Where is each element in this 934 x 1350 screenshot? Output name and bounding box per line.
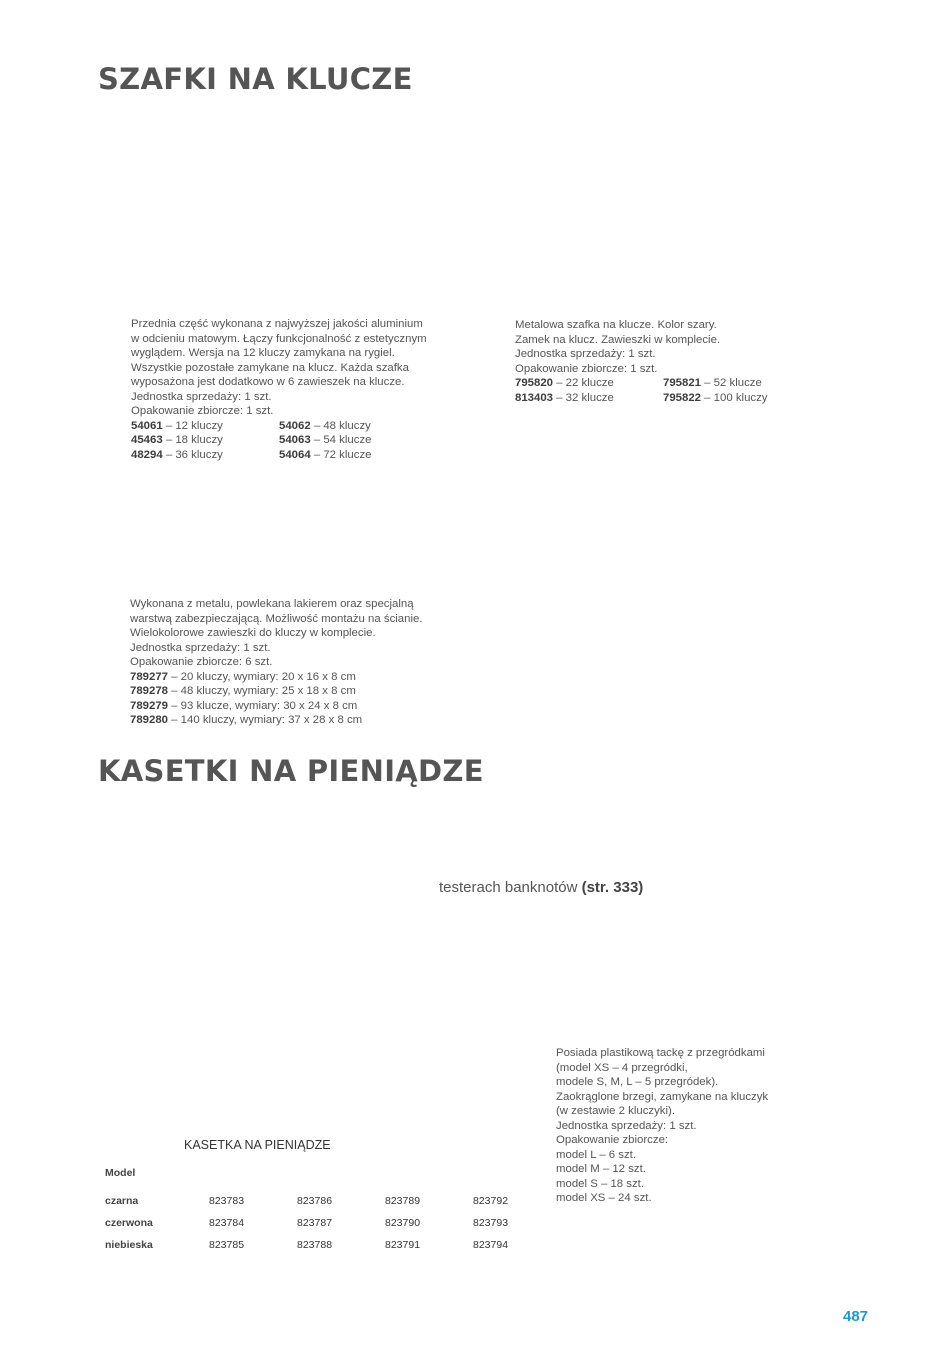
table-cell: 823788 (297, 1239, 333, 1251)
variant-item (663, 391, 823, 406)
variant-text: – 18 kluczy (162, 434, 223, 446)
model-table (105, 1162, 561, 1256)
variant-item (515, 391, 663, 406)
description-line: Jednostka sprzedaży: 1 szt. (515, 348, 656, 360)
product-code: 45463 (131, 434, 163, 446)
description-line: Opakowanie zbiorcze: (556, 1134, 669, 1146)
variant-item (130, 684, 423, 699)
variant-list (131, 419, 439, 463)
description-line: Jednostka sprzedaży: 1 szt. (556, 1119, 697, 1132)
table-cell: 823784 (209, 1217, 245, 1229)
variant-item (663, 376, 823, 391)
variant-text: – 140 kluczy, wymiary: 37 x 28 x 8 cm (168, 714, 363, 726)
page-number: 487 (843, 1308, 869, 1325)
table-header-label: Model (105, 1167, 136, 1179)
description-line: model XS – 24 szt. (556, 1192, 652, 1204)
variant-text: – 100 kluczy (701, 391, 768, 404)
description-line: Opakowanie zbiorcze: 1 szt. (515, 362, 658, 375)
description-line: model L – 6 szt. (556, 1148, 636, 1161)
table-cell: 823789 (385, 1195, 421, 1207)
table-cell: 823783 (209, 1195, 245, 1207)
description-line: w odcieniu matowym. Łączy funkcjonalność z estetycznym (131, 332, 427, 345)
product-code: 54063 (279, 434, 311, 446)
table-row (105, 1190, 561, 1212)
variant-item (279, 419, 439, 434)
description-line: Wielokolorowe zawieszki do kluczy w komplecie. (130, 627, 376, 639)
table-cell: 823791 (385, 1239, 421, 1251)
variant-item (130, 699, 423, 714)
product-code: 795822 (663, 391, 702, 404)
variant-list (515, 376, 823, 405)
variant-text: – 22 klucze (553, 377, 614, 389)
variant-text: – 48 kluczy (310, 419, 371, 432)
table-cell: 823787 (297, 1217, 333, 1229)
product-code: 789279 (130, 699, 169, 712)
row-label: czerwona (105, 1217, 153, 1229)
table-row (105, 1212, 561, 1234)
description-line: Wykonana z metalu, powlekana lakierem oraz specjalną (130, 598, 414, 610)
table-row (105, 1234, 561, 1256)
table-header-row (105, 1162, 561, 1184)
product-code: 48294 (131, 448, 163, 461)
product-code: 54064 (279, 448, 311, 461)
description-line: Metalowa szafka na klucze. Kolor szary. (515, 319, 717, 331)
table-title: KASETKA NA PIENIĄDZE (184, 1138, 331, 1152)
description-line: Wszystkie pozostałe zamykane na klucz. Każda szafka (131, 361, 409, 374)
variant-text: – 36 kluczy (162, 448, 223, 461)
row-label: czarna (105, 1195, 139, 1207)
description-line: Posiada plastikową tackę z przegródkami (556, 1047, 765, 1059)
section-title-cash-boxes: KASETKI NA PIENIĄDZE (98, 754, 484, 788)
variant-item (279, 433, 439, 448)
variant-text: – 48 kluczy, wymiary: 25 x 18 x 8 cm (168, 685, 356, 697)
description-line: (model XS – 4 przegródki, (556, 1061, 688, 1074)
product-code: 789277 (130, 670, 169, 683)
description-line: Przednia część wykonana z najwyższej jakości aluminium (131, 318, 423, 330)
variant-text: – 12 kluczy (162, 419, 223, 432)
variant-item (515, 376, 663, 391)
variant-text: – 32 klucze (553, 391, 614, 404)
product-code: 789278 (130, 685, 169, 697)
description-line: Opakowanie zbiorcze: 1 szt. (131, 405, 274, 417)
table-cell: 823785 (209, 1239, 245, 1251)
description-line: wyglądem. Wersja na 12 kluczy zamykana na rygiel. (131, 347, 395, 359)
variant-text: – 93 klucze, wymiary: 30 x 24 x 8 cm (168, 699, 358, 712)
variant-item (279, 448, 439, 463)
product-code: 789280 (130, 714, 169, 726)
description-line: model S – 18 szt. (556, 1177, 645, 1190)
product-description-aluminium-cabinet (131, 317, 439, 462)
table-cell: 823786 (297, 1195, 333, 1207)
variant-item (130, 713, 423, 728)
product-code: 795820 (515, 377, 554, 389)
product-description-painted-cabinet (130, 597, 423, 728)
variant-item (130, 670, 423, 685)
description-line: Opakowanie zbiorcze: 6 szt. (130, 656, 273, 668)
product-code: 54062 (279, 419, 311, 432)
description-line: warstwą zabezpieczającą. Możliwość montażu na ścianie. (130, 612, 423, 625)
description-line: Jednostka sprzedaży: 1 szt. (131, 390, 272, 403)
table-cell: 823792 (473, 1195, 509, 1207)
description-line: Zaokrąglone brzegi, zamykane na kluczyk (556, 1090, 769, 1103)
description-line: wyposażona jest dodatkowo w 6 zawieszek na klucze. (131, 376, 405, 388)
cross-reference-note (439, 879, 643, 896)
variant-text: – 52 klucze (701, 377, 762, 389)
variant-item (131, 448, 279, 463)
variant-item (131, 433, 279, 448)
row-label: niebieska (105, 1239, 153, 1251)
description-line: Zamek na klucz. Zawieszki w komplecie. (515, 333, 721, 346)
description-line: Jednostka sprzedaży: 1 szt. (130, 641, 271, 654)
table-cell: 823793 (473, 1217, 509, 1229)
description-line: model M – 12 szt. (556, 1163, 646, 1175)
product-description-metal-cabinet (515, 318, 823, 405)
variant-text: – 72 klucze (310, 448, 372, 461)
description-line: (w zestawie 2 kluczyki). (556, 1105, 675, 1117)
variant-item (131, 419, 279, 434)
description-line: modele S, M, L – 5 przegródek). (556, 1076, 719, 1088)
page-reference: (str. 333) (581, 879, 644, 896)
product-code: 795821 (663, 377, 702, 389)
variant-text: – 20 kluczy, wymiary: 20 x 16 x 8 cm (168, 670, 356, 683)
table-cell: 823794 (473, 1239, 509, 1251)
product-description-cash-box (556, 1046, 768, 1206)
note-text: testerach banknotów (439, 879, 582, 896)
product-code: 54061 (131, 419, 163, 432)
table-cell: 823790 (385, 1217, 421, 1229)
product-code: 813403 (515, 391, 554, 404)
variant-text: – 54 klucze (310, 434, 372, 446)
section-title-key-cabinets: SZAFKI NA KLUCZE (98, 62, 413, 96)
